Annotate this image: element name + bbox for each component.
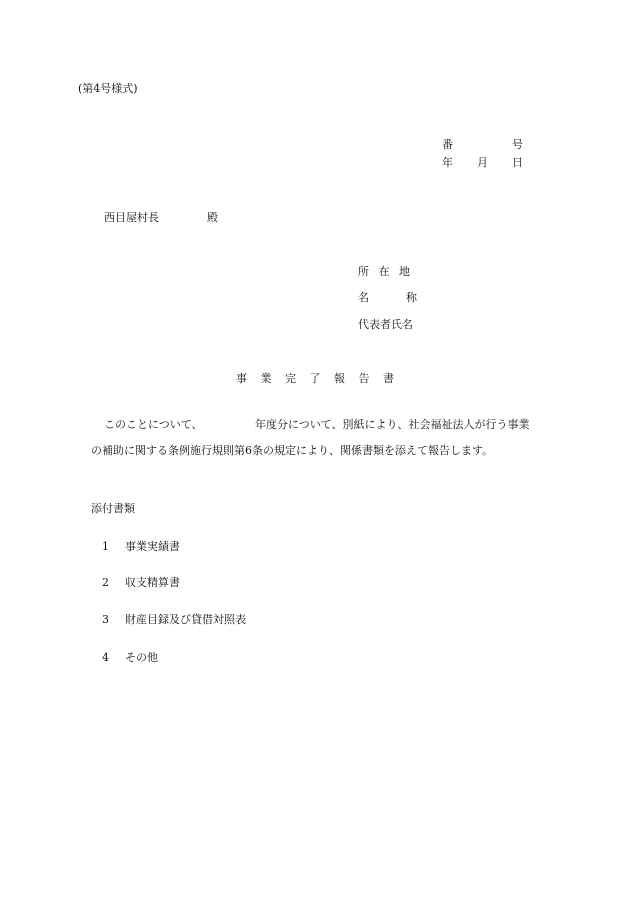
date-month-label: 月 bbox=[477, 156, 488, 169]
body-line1-part1: このことについて、 bbox=[104, 418, 203, 431]
attachment-label: その他 bbox=[125, 651, 158, 664]
attachment-item bbox=[102, 541, 180, 552]
attachment-number: 3 bbox=[102, 613, 109, 626]
name-label-2: 称 bbox=[406, 291, 417, 304]
attachment-label: 収支精算書 bbox=[125, 576, 180, 589]
document-title: 事 業 完 了 報 告 書 bbox=[236, 372, 394, 385]
attachment-label: 財産目録及び貸借対照表 bbox=[125, 613, 246, 626]
addressee-honorific: 殿 bbox=[207, 211, 218, 224]
date-year-label: 年 bbox=[442, 156, 453, 169]
number-label: 番 bbox=[442, 138, 453, 151]
form-label: (第4号様式) bbox=[78, 82, 138, 95]
address-label: 所 在 地 bbox=[358, 265, 410, 278]
attachment-label: 事業実績書 bbox=[125, 540, 180, 553]
attachment-item bbox=[102, 577, 180, 588]
attachments-heading: 添付書類 bbox=[91, 502, 135, 515]
attachment-item bbox=[102, 614, 246, 625]
body-line1-part2: 年度分について、別紙により、社会福祉法人が行う事業 bbox=[255, 418, 530, 431]
attachment-number: 2 bbox=[102, 576, 109, 589]
number-suffix: 号 bbox=[512, 138, 523, 151]
date-day-label: 日 bbox=[512, 156, 523, 169]
attachment-number: 4 bbox=[102, 651, 109, 664]
attachment-item bbox=[102, 652, 158, 663]
body-line2: の補助に関する条例施行規則第6条の規定により、関係書類を添えて報告します。 bbox=[91, 444, 494, 457]
name-label-1: 名 bbox=[358, 291, 369, 304]
attachment-number: 1 bbox=[102, 540, 109, 553]
representative-label: 代表者氏名 bbox=[358, 318, 413, 331]
addressee-name: 西目屋村長 bbox=[104, 211, 159, 224]
